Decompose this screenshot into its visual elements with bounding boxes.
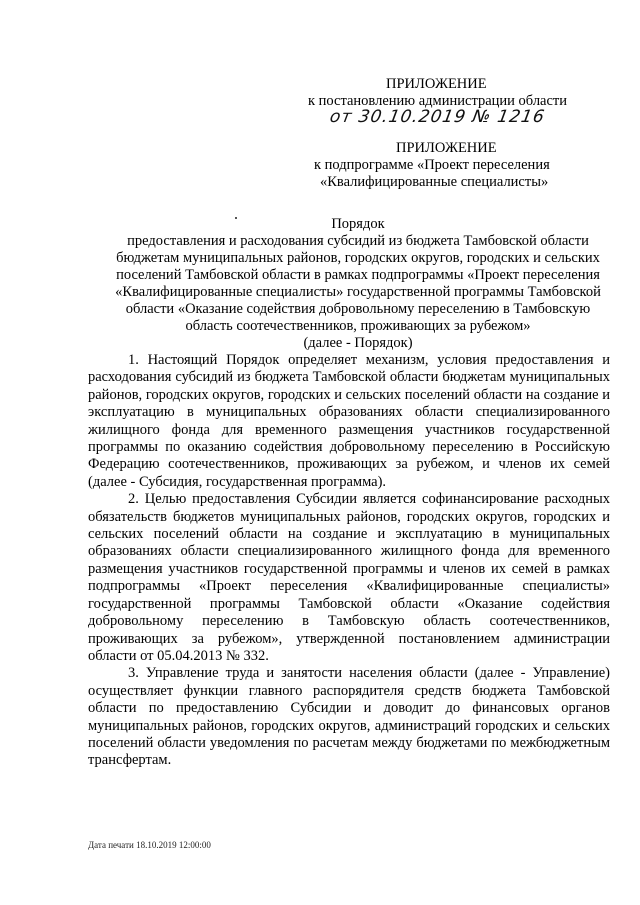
document-title	[88, 216, 628, 352]
title-line: области «Оказание содействия добровольному переселению в Тамбовскую	[125, 301, 591, 317]
paragraph-3: 3. Управление труда и занятости населения области (далее - Управление) осуществляет функции главного распорядителя средств бюджета Тамбовской области по предоставлению Субсидии и доводит до финансовых органов муниципальных районов, городских округов, администраций городских и сельских поселений области уведомления по расчетам между бюджетами по межбюджетным трансфертам.	[88, 665, 610, 769]
title-line: бюджетам муниципальных районов, городских округов, городских и сельских	[116, 250, 600, 266]
appendix-heading-1: ПРИЛОЖЕНИЕ	[386, 76, 487, 92]
appendix-heading-2: ПРИЛОЖЕНИЕ	[396, 140, 497, 156]
resolution-reference: к постановлению администрации области	[308, 93, 568, 109]
handwritten-date-number: от 30.10.2019 № 1216	[328, 107, 547, 127]
title-line: область соотечественников, проживающих за рубежом»	[185, 318, 531, 334]
paragraph-2: 2. Целью предоставления Субсидии является софинансирование расходных обязательств бюджетов муниципальных районов, городских округов, городских и сельских поселений области на создание и эксплуатацию в муниципальных образованиях области специализированного жилищного фонда для временного размещения участников государственной программы и членов их семей в рамках подпрограммы «Проект переселения «Квалифицированные специалисты» государственной программы Тамбовской области «Оказание содействия добровольному переселению в Тамбовскую область соотечественников, проживающих за рубежом», утвержденной постановлением администрации области от 05.04.2013 № 332.	[88, 491, 610, 664]
subprogram-reference-line1: к подпрограмме «Проект переселения	[314, 157, 550, 173]
title-line: (далее - Порядок)	[303, 335, 413, 351]
title-line: Порядок	[331, 216, 385, 232]
title-line: «Квалифицированные специалисты» государственной программы Тамбовской	[115, 284, 601, 300]
title-line: поселений Тамбовской области в рамках подпрограммы «Проект переселения	[116, 267, 600, 283]
document-body	[88, 352, 610, 770]
print-date-footer: Дата печати 18.10.2019 12:00:00	[88, 840, 211, 850]
title-line: предоставления и расходования субсидий из бюджета Тамбовской области	[127, 233, 589, 249]
subprogram-reference-line2: «Квалифицированные специалисты»	[320, 174, 549, 190]
paragraph-1: 1. Настоящий Порядок определяет механизм, условия предоставления и расходования субсидий из бюджета Тамбовской области бюджетам муниципальных районов, городских округов, городских и сельских поселений области на создание и эксплуатацию в муниципальных образованиях области специализированного жилищного фонда для временного размещения участников государственной программы по оказанию содействия добровольному переселению в Российскую Федерацию соотечественников, проживающих за рубежом, и членов их семей (далее - Субсидия, государственная программа).	[88, 352, 610, 490]
